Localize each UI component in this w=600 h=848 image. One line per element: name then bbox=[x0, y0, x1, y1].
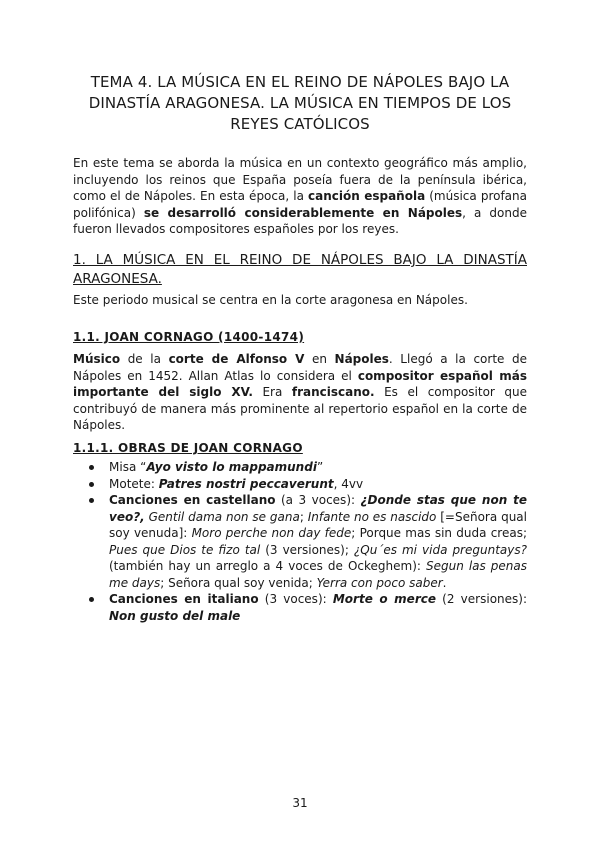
page-title bbox=[60, 72, 540, 135]
section-1-heading: 1. LA MÚSICA EN EL REINO DE NÁPOLES BAJO LA DINASTÍA ARAGONESA. bbox=[73, 252, 527, 287]
list-item: Canciones en castellano (a 3 voces): ¿Donde stas que non te veo?, Gentil dama non se gana; Infante no es nascido [=Señora qual soy venuda]: Moro perche non day fede; Porque mas sin duda creas; Pues que Dios te fizo tal (3 versiones); ¿Qu´es mi vida preguntays? (también hay un arreglo a 4 voces de Ockeghem): Segun las penas me days; Señora qual soy venida; Yerra con poco saber. bbox=[73, 492, 527, 591]
intro-bold-1: canción española bbox=[308, 189, 426, 203]
page-number: 31 bbox=[292, 796, 308, 810]
title-line-1: TEMA 4. LA MÚSICA EN EL REINO DE NÁPOLES BAJO LA bbox=[90, 73, 510, 91]
list-item: Motete: Patres nostri peccaverunt, 4vv bbox=[73, 476, 527, 493]
title-line-3: REYES CATÓLICOS bbox=[230, 115, 370, 133]
section-1-1-heading: 1.1. JOAN CORNAGO (1400-1474) bbox=[73, 330, 305, 344]
intro-bold-2: se desarrolló considerablemente en Nápoles bbox=[143, 205, 463, 220]
bullet-icon bbox=[89, 498, 94, 503]
title-line-2: DINASTÍA ARAGONESA. LA MÚSICA EN TIEMPOS DE LOS bbox=[88, 94, 512, 112]
section-1-1-paragraph: Músico de la corte de Alfonso V en Nápoles. Llegó a la corte de Nápoles en 1452. Allan Atlas lo considera el compositor español más importante del siglo XV. Era franciscano. Es el compositor que contribuyó de manera más prominente al repertorio español en la corte de Nápoles. bbox=[73, 352, 528, 432]
bullet-icon bbox=[89, 482, 94, 487]
works-list bbox=[73, 459, 527, 624]
intro-text-2: (música profana polifónica) bbox=[73, 189, 527, 220]
intro-text-3: , a donde fueron llevados compositores españoles por los reyes. bbox=[73, 205, 527, 236]
list-item: Misa “Ayo visto lo mappamundi” bbox=[73, 459, 527, 476]
bullet-icon bbox=[89, 597, 94, 602]
section-1-1-1-heading: 1.1.1. OBRAS DE JOAN CORNAGO bbox=[73, 441, 303, 455]
list-item: Canciones en italiano (3 voces): Morte o merce (2 versiones): Non gusto del male bbox=[73, 591, 527, 624]
intro-text-1: En este tema se aborda la música en un contexto geográfico más amplio, incluyendo los reinos que España poseía fuera de la península ibérica, como el de Nápoles. En esta época, la bbox=[73, 156, 527, 203]
intro-paragraph bbox=[73, 155, 527, 238]
section-1-text: Este periodo musical se centra en la corte aragonesa en Nápoles. bbox=[73, 293, 468, 307]
bullet-icon bbox=[89, 465, 94, 470]
